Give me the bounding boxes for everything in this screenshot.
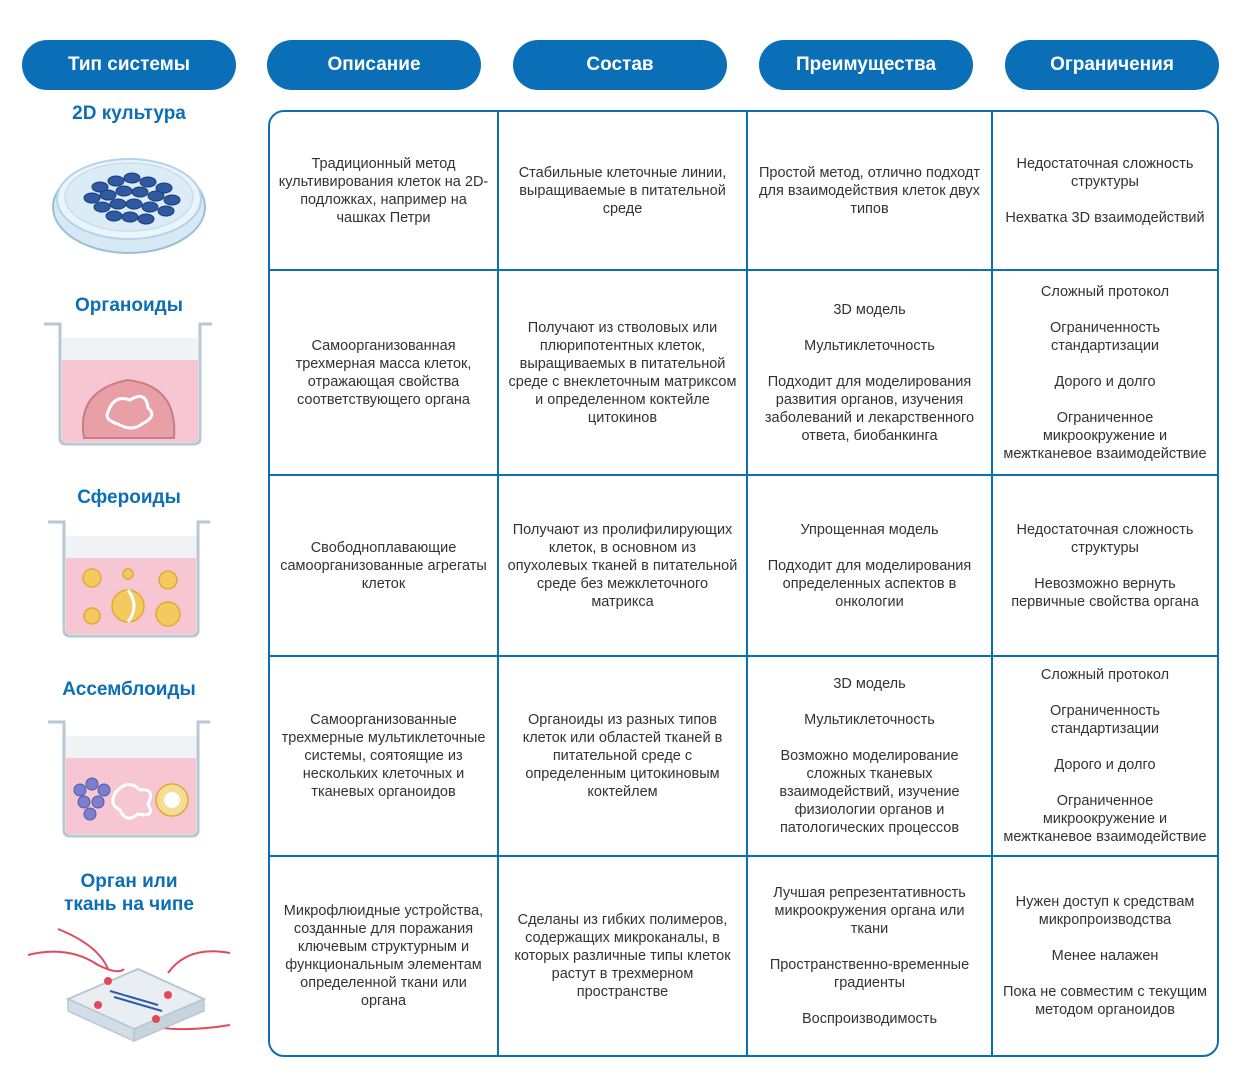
cell-paragraph: Возможно моделирование сложных тканевых взаимодействий, изучение физиологии органов и патологических процессов <box>779 748 960 836</box>
cell-description <box>270 657 497 855</box>
cell-paragraph: Традиционный метод культивирования клеток на 2D-подложках, например на чашках Петри <box>278 155 489 226</box>
row-title-spheroids: Сфероиды <box>77 487 181 508</box>
header-limitations: Ограничения <box>1005 40 1219 90</box>
cell-paragraph: Менее налажен <box>1051 948 1159 964</box>
cell-paragraph: Ограниченное микроокружение и межтканевое взаимодействие <box>1003 409 1207 462</box>
cell-paragraph: Самоорганизованные трехмерные мультиклеточные системы, соятоящие из нескольких клеточных и тканевых органоидов <box>281 712 486 800</box>
cell-composition <box>499 476 746 655</box>
header-description: Описание <box>267 40 481 90</box>
cell-limitations <box>993 112 1217 269</box>
cell-paragraph: Мультиклеточность <box>804 337 935 354</box>
header-system-type: Тип системы <box>22 40 236 90</box>
cell-paragraph: 3D модель <box>833 301 906 318</box>
petri-dish-icon <box>18 135 240 260</box>
cell-paragraph: Пространственно-временные градиенты <box>769 957 970 991</box>
cell-paragraph: Простой метод, отлично подходт для взаимодействия клеток двух типов <box>758 164 981 217</box>
header-composition: Состав <box>513 40 727 90</box>
row-title-assembloids: Ассемблоиды <box>62 679 196 700</box>
cell-paragraph: Воспроизводимость <box>801 1011 938 1027</box>
cell-paragraph: Сложный протокол <box>1040 283 1170 300</box>
cell-composition <box>499 857 746 1055</box>
organoid-well-icon <box>18 320 240 450</box>
cell-description <box>270 476 497 655</box>
cell-composition <box>499 657 746 855</box>
cell-paragraph: Подходит для моделирования развития органов, изучения заболеваний и лекарственного ответа, биобанкинга <box>764 373 975 444</box>
cell-paragraph: Стабильные клеточные линии, выращиваемые в питательной среде <box>518 164 727 217</box>
cell-paragraph: Невозможно вернуть первичные свойства органа <box>1011 575 1199 610</box>
cell-paragraph: Нужен доступ к средствам микропроизводства <box>1015 894 1195 928</box>
cell-paragraph: Мультиклеточность <box>804 712 935 728</box>
header-advantages: Преимущества <box>759 40 973 90</box>
cell-paragraph: Сделаны из гибких полимеров, содержащих микроканалы, в которых различные типы клеток растут в трехмерном пространстве <box>514 912 731 1000</box>
cell-paragraph: Подходит для моделирования определенных аспектов в онкологии <box>767 557 972 610</box>
cell-advantages <box>748 476 991 655</box>
cell-paragraph: Ограниченность стандартизации <box>1050 703 1160 737</box>
cell-paragraph: Микрофлюидные устройства, созданные для поражания ключевым структурным и функциональным элементам определенной ткани или органа <box>283 903 484 1009</box>
cell-paragraph: Органоиды из разных типов клеток или областей тканей в питательной среде с определенным цитокиновым коктейлем <box>522 712 723 800</box>
cell-advantages <box>748 112 991 269</box>
cell-limitations <box>993 657 1217 855</box>
cell-paragraph: Упрощенная модель <box>800 521 939 538</box>
cell-paragraph: Нехватка 3D взаимодействий <box>1005 209 1205 226</box>
cell-paragraph: Ограниченность стандартизации <box>1050 319 1160 354</box>
cell-paragraph: Ограниченное микроокружение и межтканевое взаимодействие <box>1003 793 1207 845</box>
cell-paragraph: Недостаточная сложность структуры <box>1016 155 1194 190</box>
cell-paragraph: 3D модель <box>833 676 906 692</box>
cell-paragraph: Дорого и долго <box>1054 373 1156 390</box>
cell-description <box>270 112 497 269</box>
cell-description <box>270 857 497 1055</box>
row-title-2d: 2D культура <box>72 103 186 124</box>
row-title-organoids: Органоиды <box>75 295 183 316</box>
cell-paragraph: Сложный протокол <box>1040 667 1170 683</box>
cell-paragraph: Получают из пролифилирующих клеток, в основном из опухолевых тканей в питательной среде без межклеточного матрикса <box>507 521 738 610</box>
cell-advantages <box>748 857 991 1055</box>
cell-limitations <box>993 476 1217 655</box>
row-title-organ-on-chip: Орган или ткань на чипе <box>64 871 194 915</box>
cell-composition <box>499 271 746 474</box>
comparison-table <box>268 110 1219 1057</box>
cell-advantages <box>748 657 991 855</box>
cell-limitations <box>993 857 1217 1055</box>
cell-paragraph: Лучшая репрезентативность микроокружения органа или ткани <box>773 885 966 937</box>
cell-paragraph: Свободноплавающие самоорганизованные агрегаты клеток <box>280 539 487 592</box>
cell-paragraph: Дорого и долго <box>1054 757 1156 773</box>
cell-paragraph: Пока не совместим с текущим методом органоидов <box>1003 984 1207 1018</box>
cell-composition <box>499 112 746 269</box>
assembloid-well-icon <box>18 718 240 843</box>
organ-chip-icon <box>18 925 240 1050</box>
cell-paragraph: Недостаточная сложность структуры <box>1016 521 1194 556</box>
cell-description <box>270 271 497 474</box>
cell-paragraph: Самоорганизованная трехмерная масса клеток, отражающая свойства соответствующего органа <box>295 337 472 408</box>
cell-paragraph: Получают из стволовых или плюрипотентных клеток, выращиваемых в питательной среде с внеклеточным матриксом и определенном коктейле цитокинов <box>508 319 737 426</box>
cell-advantages <box>748 271 991 474</box>
spheroid-well-icon <box>18 518 240 643</box>
cell-limitations <box>993 271 1217 474</box>
